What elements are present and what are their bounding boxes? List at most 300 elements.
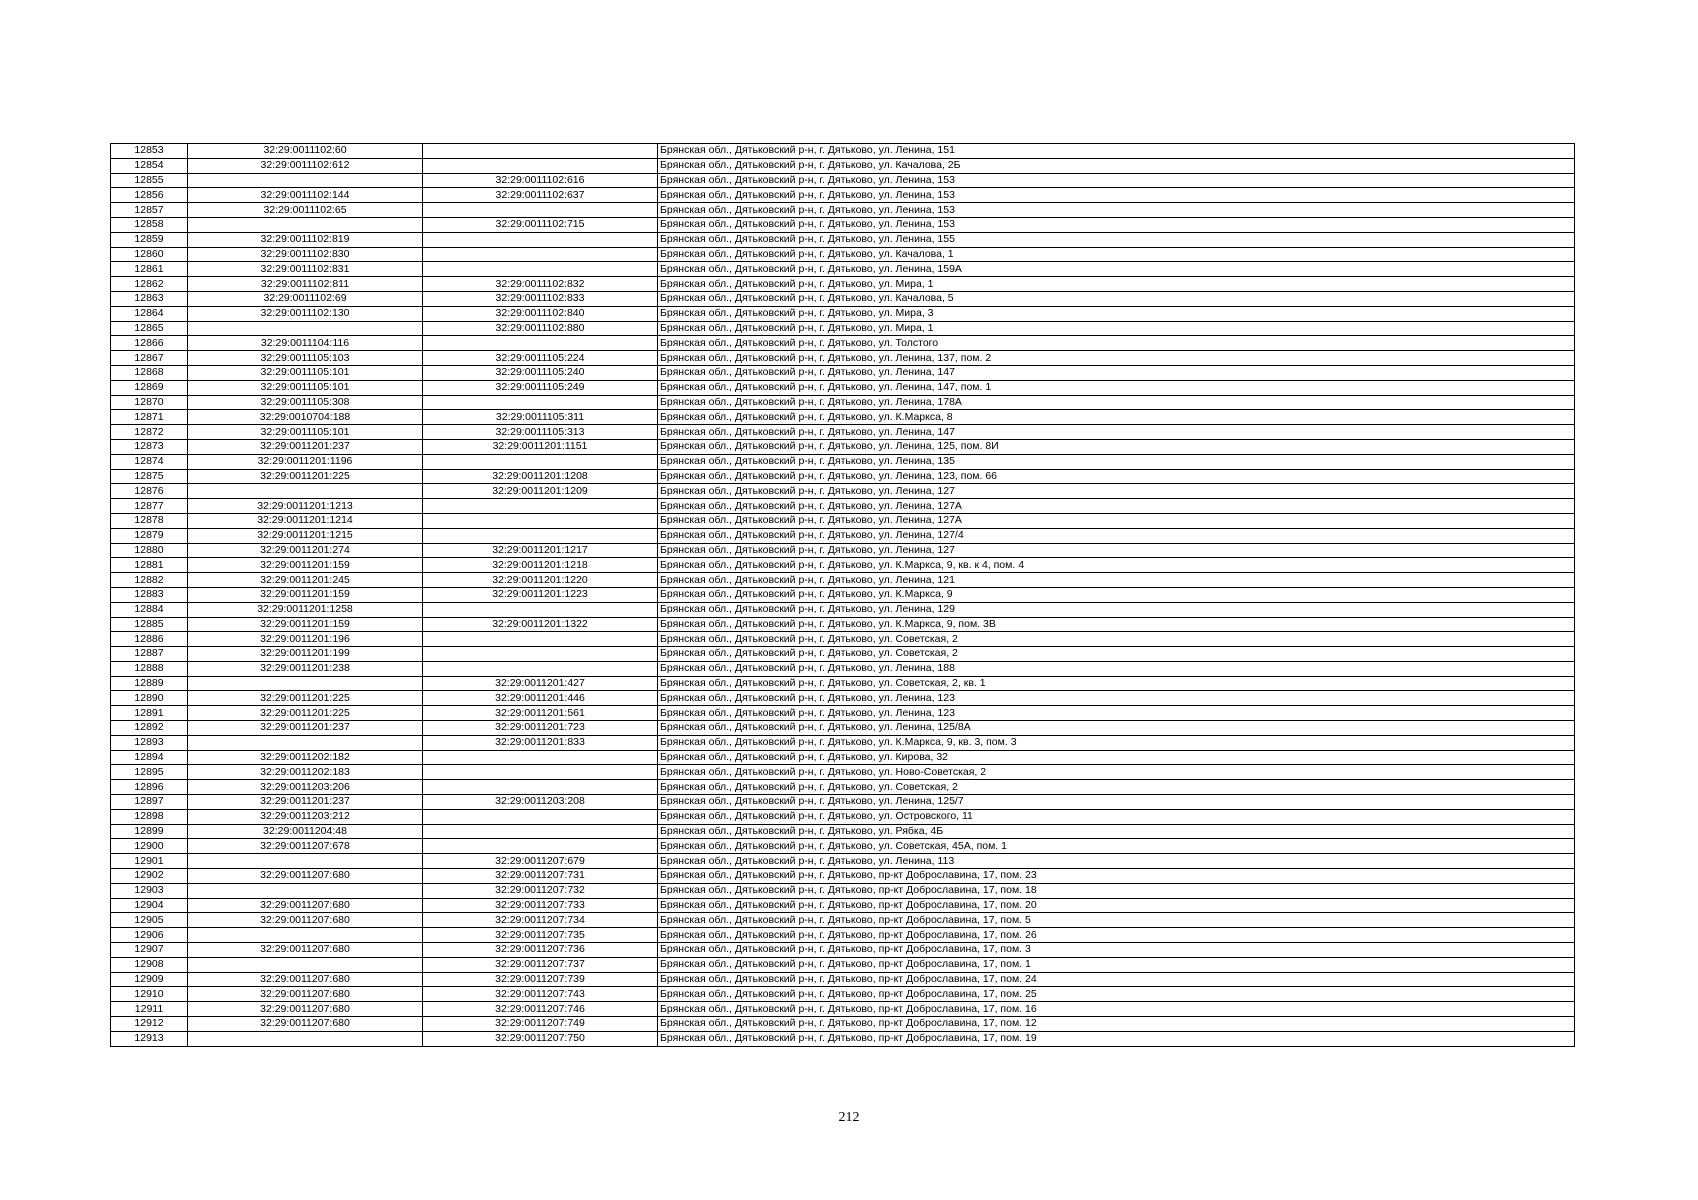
cadastral-number-cell [188,928,423,943]
related-cadastral-number-cell: 32:29:0011201:1151 [423,439,658,454]
cadastral-number-cell: 32:29:0011201:237 [188,795,423,810]
cadastral-number-cell: 32:29:0011207:680 [188,972,423,987]
table-row [111,232,1575,247]
row-number-cell: 12858 [111,217,188,232]
address-cell: Брянская обл., Дятьковский р-н, г. Дятьково, ул. Ленина, 127 [658,543,1575,558]
related-cadastral-number-cell: 32:29:0011201:1208 [423,469,658,484]
cadastral-number-cell: 32:29:0011102:612 [188,158,423,173]
related-cadastral-number-cell: 32:29:0011102:840 [423,306,658,321]
address-cell: Брянская обл., Дятьковский р-н, г. Дятьково, ул. Ленина, 178А [658,395,1575,410]
table-row [111,380,1575,395]
row-number-cell: 12892 [111,721,188,736]
related-cadastral-number-cell [423,232,658,247]
related-cadastral-number-cell: 32:29:0011207:734 [423,913,658,928]
row-number-cell: 12913 [111,1031,188,1046]
address-cell: Брянская обл., Дятьковский р-н, г. Дятьково, ул. К.Маркса, 9, кв. 3, пом. 3 [658,735,1575,750]
table-row [111,957,1575,972]
cadastral-number-cell: 32:29:0010704:188 [188,410,423,425]
address-cell: Брянская обл., Дятьковский р-н, г. Дятьково, ул. Ленина, 127А [658,499,1575,514]
table-body [111,144,1575,1047]
cadastral-number-cell: 32:29:0011102:811 [188,277,423,292]
table-row [111,587,1575,602]
row-number-cell: 12857 [111,203,188,218]
row-number-cell: 12895 [111,765,188,780]
table-row [111,972,1575,987]
table-row [111,647,1575,662]
related-cadastral-number-cell [423,750,658,765]
address-cell: Брянская обл., Дятьковский р-н, г. Дятьково, ул. Мира, 3 [658,306,1575,321]
related-cadastral-number-cell [423,632,658,647]
cadastral-number-cell: 32:29:0011201:237 [188,439,423,454]
table-row [111,513,1575,528]
row-number-cell: 12888 [111,661,188,676]
row-number-cell: 12877 [111,499,188,514]
cadastral-number-cell: 32:29:0011207:680 [188,913,423,928]
related-cadastral-number-cell: 32:29:0011207:736 [423,943,658,958]
row-number-cell: 12901 [111,854,188,869]
address-cell: Брянская обл., Дятьковский р-н, г. Дятьково, пр-кт Доброславина, 17, пом. 24 [658,972,1575,987]
row-number-cell: 12890 [111,691,188,706]
address-cell: Брянская обл., Дятьковский р-н, г. Дятьково, ул. Ленина, 125, пом. 8И [658,439,1575,454]
cadastral-number-cell [188,676,423,691]
table-row [111,217,1575,232]
table-row [111,203,1575,218]
address-cell: Брянская обл., Дятьковский р-н, г. Дятьково, ул. Советская, 2 [658,647,1575,662]
address-cell: Брянская обл., Дятьковский р-н, г. Дятьково, ул. Ленина, 135 [658,454,1575,469]
table-row [111,735,1575,750]
row-number-cell: 12870 [111,395,188,410]
address-cell: Брянская обл., Дятьковский р-н, г. Дятьково, пр-кт Доброславина, 17, пом. 16 [658,1002,1575,1017]
related-cadastral-number-cell: 32:29:0011207:732 [423,883,658,898]
address-cell: Брянская обл., Дятьковский р-н, г. Дятьково, ул. Ленина, 155 [658,232,1575,247]
cadastral-number-cell: 32:29:0011104:116 [188,336,423,351]
row-number-cell: 12865 [111,321,188,336]
row-number-cell: 12898 [111,809,188,824]
table-row [111,528,1575,543]
address-cell: Брянская обл., Дятьковский р-н, г. Дятьково, ул. Ленина, 127 [658,484,1575,499]
related-cadastral-number-cell: 32:29:0011207:679 [423,854,658,869]
table-row [111,943,1575,958]
related-cadastral-number-cell: 32:29:0011207:746 [423,1002,658,1017]
row-number-cell: 12908 [111,957,188,972]
row-number-cell: 12879 [111,528,188,543]
row-number-cell: 12878 [111,513,188,528]
table-row [111,809,1575,824]
related-cadastral-number-cell [423,513,658,528]
cadastral-number-cell [188,1031,423,1046]
address-cell: Брянская обл., Дятьковский р-н, г. Дятьково, ул. К.Маркса, 9, пом. 3В [658,617,1575,632]
table-row [111,661,1575,676]
cadastral-number-cell: 32:29:0011102:65 [188,203,423,218]
cadastral-number-cell: 32:29:0011207:680 [188,987,423,1002]
table-row [111,188,1575,203]
table-row [111,1031,1575,1046]
address-cell: Брянская обл., Дятьковский р-н, г. Дятьково, ул. К.Маркса, 9, кв. к 4, пом. 4 [658,558,1575,573]
cadastral-number-cell: 32:29:0011105:101 [188,380,423,395]
address-cell: Брянская обл., Дятьковский р-н, г. Дятьково, ул. Ленина, 147, пом. 1 [658,380,1575,395]
table-row [111,543,1575,558]
cadastral-number-cell: 32:29:0011201:238 [188,661,423,676]
related-cadastral-number-cell [423,765,658,780]
cadastral-number-cell: 32:29:0011207:680 [188,943,423,958]
row-number-cell: 12869 [111,380,188,395]
related-cadastral-number-cell: 32:29:0011207:737 [423,957,658,972]
table-row [111,854,1575,869]
cadastral-number-cell: 32:29:0011201:199 [188,647,423,662]
address-cell: Брянская обл., Дятьковский р-н, г. Дятьково, ул. Ленина, 188 [658,661,1575,676]
cadastral-number-cell: 32:29:0011105:101 [188,365,423,380]
related-cadastral-number-cell: 32:29:0011203:208 [423,795,658,810]
property-registry-table [110,143,1575,1047]
related-cadastral-number-cell [423,647,658,662]
related-cadastral-number-cell [423,602,658,617]
table-row [111,632,1575,647]
cadastral-number-cell: 32:29:0011207:680 [188,1017,423,1032]
related-cadastral-number-cell [423,528,658,543]
row-number-cell: 12886 [111,632,188,647]
address-cell: Брянская обл., Дятьковский р-н, г. Дятьково, ул. Ленина, 153 [658,173,1575,188]
cadastral-number-cell: 32:29:0011201:1213 [188,499,423,514]
table-row [111,750,1575,765]
row-number-cell: 12896 [111,780,188,795]
address-cell: Брянская обл., Дятьковский р-н, г. Дятьково, ул. Рябка, 4Б [658,824,1575,839]
row-number-cell: 12906 [111,928,188,943]
row-number-cell: 12893 [111,735,188,750]
table-row [111,173,1575,188]
table-row [111,291,1575,306]
related-cadastral-number-cell: 32:29:0011207:731 [423,869,658,884]
table-row [111,706,1575,721]
address-cell: Брянская обл., Дятьковский р-н, г. Дятьково, ул. Мира, 1 [658,321,1575,336]
address-cell: Брянская обл., Дятьковский р-н, г. Дятьково, ул. Мира, 1 [658,277,1575,292]
row-number-cell: 12864 [111,306,188,321]
related-cadastral-number-cell [423,203,658,218]
table-row [111,351,1575,366]
cadastral-number-cell: 32:29:0011102:144 [188,188,423,203]
cadastral-number-cell: 32:29:0011201:159 [188,617,423,632]
table-row [111,602,1575,617]
cadastral-number-cell: 32:29:0011102:831 [188,262,423,277]
row-number-cell: 12897 [111,795,188,810]
address-cell: Брянская обл., Дятьковский р-н, г. Дятьково, ул. Ленина, 153 [658,203,1575,218]
cadastral-number-cell: 32:29:0011102:830 [188,247,423,262]
cadastral-number-cell: 32:29:0011201:1196 [188,454,423,469]
address-cell: Брянская обл., Дятьковский р-н, г. Дятьково, ул. Ленина, 137, пом. 2 [658,351,1575,366]
table-row [111,869,1575,884]
row-number-cell: 12873 [111,439,188,454]
address-cell: Брянская обл., Дятьковский р-н, г. Дятьково, ул. Ленина, 127А [658,513,1575,528]
address-cell: Брянская обл., Дятьковский р-н, г. Дятьково, ул. Ново-Советская, 2 [658,765,1575,780]
row-number-cell: 12880 [111,543,188,558]
cadastral-number-cell: 32:29:0011102:60 [188,144,423,159]
table-row [111,795,1575,810]
address-cell: Брянская обл., Дятьковский р-н, г. Дятьково, ул. Советская, 2, кв. 1 [658,676,1575,691]
row-number-cell: 12887 [111,647,188,662]
related-cadastral-number-cell: 32:29:0011102:880 [423,321,658,336]
page-number: 212 [838,1110,860,1125]
row-number-cell: 12853 [111,144,188,159]
address-cell: Брянская обл., Дятьковский р-н, г. Дятьково, пр-кт Доброславина, 17, пом. 1 [658,957,1575,972]
table-row [111,839,1575,854]
table-row [111,336,1575,351]
address-cell: Брянская обл., Дятьковский р-н, г. Дятьково, ул. Ленина, 123 [658,706,1575,721]
table-row [111,469,1575,484]
row-number-cell: 12905 [111,913,188,928]
related-cadastral-number-cell: 32:29:0011102:715 [423,217,658,232]
cadastral-number-cell: 32:29:0011207:680 [188,898,423,913]
row-number-cell: 12912 [111,1017,188,1032]
related-cadastral-number-cell [423,824,658,839]
row-number-cell: 12904 [111,898,188,913]
row-number-cell: 12866 [111,336,188,351]
cadastral-number-cell: 32:29:0011201:1214 [188,513,423,528]
cadastral-number-cell: 32:29:0011105:101 [188,425,423,440]
row-number-cell: 12909 [111,972,188,987]
row-number-cell: 12876 [111,484,188,499]
cadastral-number-cell: 32:29:0011207:680 [188,1002,423,1017]
related-cadastral-number-cell [423,780,658,795]
row-number-cell: 12889 [111,676,188,691]
related-cadastral-number-cell: 32:29:0011201:1223 [423,587,658,602]
table-row [111,410,1575,425]
cadastral-number-cell: 32:29:0011207:678 [188,839,423,854]
table-row [111,395,1575,410]
address-cell: Брянская обл., Дятьковский р-н, г. Дятьково, ул. Ленина, 121 [658,573,1575,588]
related-cadastral-number-cell [423,262,658,277]
cadastral-number-cell: 32:29:0011201:245 [188,573,423,588]
address-cell: Брянская обл., Дятьковский р-н, г. Дятьково, ул. Советская, 45А, пом. 1 [658,839,1575,854]
cadastral-number-cell: 32:29:0011201:1215 [188,528,423,543]
cadastral-number-cell: 32:29:0011202:182 [188,750,423,765]
cadastral-number-cell: 32:29:0011202:183 [188,765,423,780]
row-number-cell: 12855 [111,173,188,188]
related-cadastral-number-cell: 32:29:0011207:739 [423,972,658,987]
address-cell: Брянская обл., Дятьковский р-н, г. Дятьково, ул. Ленина, 147 [658,365,1575,380]
row-number-cell: 12867 [111,351,188,366]
address-cell: Брянская обл., Дятьковский р-н, г. Дятьково, ул. Ленина, 125/7 [658,795,1575,810]
cadastral-number-cell [188,957,423,972]
row-number-cell: 12910 [111,987,188,1002]
row-number-cell: 12899 [111,824,188,839]
related-cadastral-number-cell [423,454,658,469]
table-row [111,425,1575,440]
related-cadastral-number-cell: 32:29:0011105:240 [423,365,658,380]
address-cell: Брянская обл., Дятьковский р-н, г. Дятьково, ул. Ленина, 147 [658,425,1575,440]
related-cadastral-number-cell: 32:29:0011102:616 [423,173,658,188]
cadastral-number-cell: 32:29:0011201:159 [188,587,423,602]
table-row [111,277,1575,292]
table-row [111,721,1575,736]
cadastral-number-cell: 32:29:0011204:48 [188,824,423,839]
related-cadastral-number-cell: 32:29:0011201:561 [423,706,658,721]
related-cadastral-number-cell [423,395,658,410]
cadastral-number-cell: 32:29:0011201:225 [188,691,423,706]
address-cell: Брянская обл., Дятьковский р-н, г. Дятьково, ул. Ленина, 153 [658,217,1575,232]
related-cadastral-number-cell [423,839,658,854]
related-cadastral-number-cell [423,247,658,262]
row-number-cell: 12883 [111,587,188,602]
address-cell: Брянская обл., Дятьковский р-н, г. Дятьково, пр-кт Доброславина, 17, пом. 20 [658,898,1575,913]
table-row [111,144,1575,159]
related-cadastral-number-cell: 32:29:0011105:224 [423,351,658,366]
related-cadastral-number-cell [423,809,658,824]
cadastral-number-cell: 32:29:0011105:308 [188,395,423,410]
related-cadastral-number-cell: 32:29:0011105:311 [423,410,658,425]
address-cell: Брянская обл., Дятьковский р-н, г. Дятьково, ул. Качалова, 1 [658,247,1575,262]
row-number-cell: 12874 [111,454,188,469]
address-cell: Брянская обл., Дятьковский р-н, г. Дятьково, ул. Ленина, 125/8А [658,721,1575,736]
table-row [111,454,1575,469]
row-number-cell: 12881 [111,558,188,573]
table-row [111,484,1575,499]
related-cadastral-number-cell: 32:29:0011102:637 [423,188,658,203]
cadastral-number-cell [188,735,423,750]
address-cell: Брянская обл., Дятьковский р-н, г. Дятьково, ул. Островского, 11 [658,809,1575,824]
table-row [111,898,1575,913]
row-number-cell: 12871 [111,410,188,425]
row-number-cell: 12911 [111,1002,188,1017]
address-cell: Брянская обл., Дятьковский р-н, г. Дятьково, ул. Ленина, 127/4 [658,528,1575,543]
address-cell: Брянская обл., Дятьковский р-н, г. Дятьково, пр-кт Доброславина, 17, пом. 3 [658,943,1575,958]
related-cadastral-number-cell: 32:29:0011201:446 [423,691,658,706]
related-cadastral-number-cell: 32:29:0011201:1218 [423,558,658,573]
address-cell: Брянская обл., Дятьковский р-н, г. Дятьково, ул. Ленина, 159А [658,262,1575,277]
address-cell: Брянская обл., Дятьковский р-н, г. Дятьково, пр-кт Доброславина, 17, пом. 19 [658,1031,1575,1046]
related-cadastral-number-cell: 32:29:0011105:313 [423,425,658,440]
related-cadastral-number-cell: 32:29:0011201:1209 [423,484,658,499]
row-number-cell: 12856 [111,188,188,203]
table-row [111,439,1575,454]
row-number-cell: 12884 [111,602,188,617]
table-row [111,987,1575,1002]
cadastral-number-cell [188,173,423,188]
cadastral-number-cell: 32:29:0011201:237 [188,721,423,736]
cadastral-number-cell [188,217,423,232]
related-cadastral-number-cell [423,336,658,351]
table-row [111,321,1575,336]
related-cadastral-number-cell [423,499,658,514]
address-cell: Брянская обл., Дятьковский р-н, г. Дятьково, ул. Ленина, 129 [658,602,1575,617]
related-cadastral-number-cell: 32:29:0011207:743 [423,987,658,1002]
table-row [111,573,1575,588]
row-number-cell: 12862 [111,277,188,292]
related-cadastral-number-cell: 32:29:0011102:833 [423,291,658,306]
row-number-cell: 12894 [111,750,188,765]
address-cell: Брянская обл., Дятьковский р-н, г. Дятьково, ул. Кирова, 32 [658,750,1575,765]
address-cell: Брянская обл., Дятьковский р-н, г. Дятьково, ул. К.Маркса, 8 [658,410,1575,425]
related-cadastral-number-cell: 32:29:0011201:723 [423,721,658,736]
table-row [111,691,1575,706]
related-cadastral-number-cell: 32:29:0011207:733 [423,898,658,913]
cadastral-number-cell: 32:29:0011102:69 [188,291,423,306]
address-cell: Брянская обл., Дятьковский р-н, г. Дятьково, ул. Ленина, 123, пом. 66 [658,469,1575,484]
row-number-cell: 12872 [111,425,188,440]
cadastral-number-cell: 32:29:0011201:225 [188,469,423,484]
address-cell: Брянская обл., Дятьковский р-н, г. Дятьково, ул. Ленина, 153 [658,188,1575,203]
row-number-cell: 12902 [111,869,188,884]
cadastral-number-cell: 32:29:0011201:225 [188,706,423,721]
address-cell: Брянская обл., Дятьковский р-н, г. Дятьково, пр-кт Доброславина, 17, пом. 18 [658,883,1575,898]
row-number-cell: 12891 [111,706,188,721]
table-row [111,883,1575,898]
address-cell: Брянская обл., Дятьковский р-н, г. Дятьково, пр-кт Доброславина, 17, пом. 12 [658,1017,1575,1032]
row-number-cell: 12868 [111,365,188,380]
address-cell: Брянская обл., Дятьковский р-н, г. Дятьково, ул. Ленина, 151 [658,144,1575,159]
table-row [111,1017,1575,1032]
cadastral-number-cell: 32:29:0011201:1258 [188,602,423,617]
cadastral-number-cell: 32:29:0011105:103 [188,351,423,366]
cadastral-number-cell [188,484,423,499]
related-cadastral-number-cell: 32:29:0011207:750 [423,1031,658,1046]
cadastral-number-cell: 32:29:0011102:130 [188,306,423,321]
address-cell: Брянская обл., Дятьковский р-н, г. Дятьково, ул. Советская, 2 [658,780,1575,795]
related-cadastral-number-cell [423,661,658,676]
row-number-cell: 12854 [111,158,188,173]
address-cell: Брянская обл., Дятьковский р-н, г. Дятьково, ул. К.Маркса, 9 [658,587,1575,602]
address-cell: Брянская обл., Дятьковский р-н, г. Дятьково, пр-кт Доброславина, 17, пом. 5 [658,913,1575,928]
related-cadastral-number-cell: 32:29:0011201:1217 [423,543,658,558]
address-cell: Брянская обл., Дятьковский р-н, г. Дятьково, пр-кт Доброславина, 17, пом. 25 [658,987,1575,1002]
row-number-cell: 12875 [111,469,188,484]
cadastral-number-cell: 32:29:0011203:212 [188,809,423,824]
row-number-cell: 12900 [111,839,188,854]
related-cadastral-number-cell [423,158,658,173]
address-cell: Брянская обл., Дятьковский р-н, г. Дятьково, ул. Ленина, 113 [658,854,1575,869]
cadastral-number-cell: 32:29:0011207:680 [188,869,423,884]
row-number-cell: 12863 [111,291,188,306]
cadastral-number-cell: 32:29:0011102:819 [188,232,423,247]
table-row [111,617,1575,632]
related-cadastral-number-cell: 32:29:0011201:1322 [423,617,658,632]
cadastral-number-cell: 32:29:0011201:196 [188,632,423,647]
row-number-cell: 12903 [111,883,188,898]
address-cell: Брянская обл., Дятьковский р-н, г. Дятьково, ул. Ленина, 123 [658,691,1575,706]
address-cell: Брянская обл., Дятьковский р-н, г. Дятьково, пр-кт Доброславина, 17, пом. 23 [658,869,1575,884]
table-row [111,262,1575,277]
row-number-cell: 12882 [111,573,188,588]
table-row [111,158,1575,173]
table-row [111,676,1575,691]
table-row [111,499,1575,514]
row-number-cell: 12861 [111,262,188,277]
table-row [111,913,1575,928]
row-number-cell: 12885 [111,617,188,632]
table-row [111,824,1575,839]
address-cell: Брянская обл., Дятьковский р-н, г. Дятьково, ул. Качалова, 2Б [658,158,1575,173]
table-row [111,365,1575,380]
address-cell: Брянская обл., Дятьковский р-н, г. Дятьково, пр-кт Доброславина, 17, пом. 26 [658,928,1575,943]
cadastral-number-cell: 32:29:0011201:274 [188,543,423,558]
table-row [111,247,1575,262]
address-cell: Брянская обл., Дятьковский р-н, г. Дятьково, ул. Толстого [658,336,1575,351]
row-number-cell: 12860 [111,247,188,262]
address-cell: Брянская обл., Дятьковский р-н, г. Дятьково, ул. Качалова, 5 [658,291,1575,306]
row-number-cell: 12907 [111,943,188,958]
cadastral-number-cell [188,883,423,898]
related-cadastral-number-cell: 32:29:0011102:832 [423,277,658,292]
table-row [111,765,1575,780]
related-cadastral-number-cell: 32:29:0011207:749 [423,1017,658,1032]
address-cell: Брянская обл., Дятьковский р-н, г. Дятьково, ул. Советская, 2 [658,632,1575,647]
table-row [111,1002,1575,1017]
related-cadastral-number-cell [423,144,658,159]
related-cadastral-number-cell: 32:29:0011207:735 [423,928,658,943]
cadastral-number-cell [188,854,423,869]
row-number-cell: 12859 [111,232,188,247]
table-row [111,928,1575,943]
table-row [111,558,1575,573]
related-cadastral-number-cell: 32:29:0011105:249 [423,380,658,395]
